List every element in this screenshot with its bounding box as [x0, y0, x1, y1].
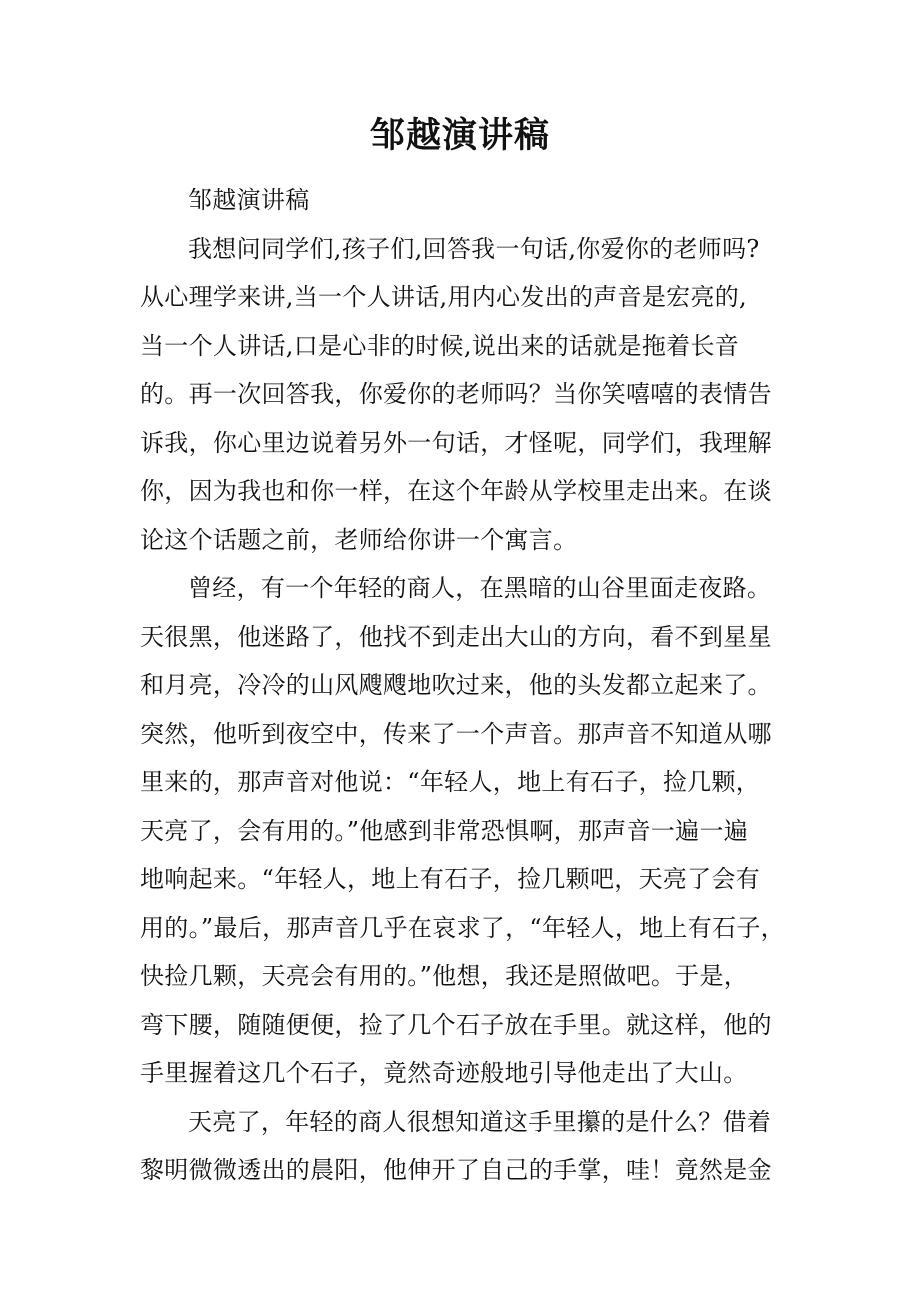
document-title: 邹越演讲稿	[369, 115, 550, 156]
text-line: 天很黑，他迷路了，他找不到走出大山的方向，看不到星星	[140, 622, 772, 651]
text-line: 当一个人讲话,口是心非的时候,说出来的话就是拖着长音	[140, 331, 740, 360]
text-line: 和月亮，冷冷的山风飕飕地吹过来，他的头发都立起来了。	[140, 671, 772, 699]
document-body	[140, 176, 795, 1195]
text-line: 天亮了，年轻的商人很想知道这手里攥的是什么？借着	[188, 1107, 772, 1136]
text-line: 我想问同学们,孩子们,回答我一句话,你爱你的老师吗?	[188, 234, 760, 263]
text-line: 诉我，你心里边说着另外一句话，才怪呢，同学们，我理解	[140, 428, 772, 457]
text-line: 地响起来。“年轻人，地上有石子，捡几颗吧，天亮了会有	[140, 865, 761, 893]
text-line: 你，因为我也和你一样，在这个年龄从学校里走出来。在谈	[140, 477, 772, 505]
text-line: 快捡几颗，天亮会有用的。”他想，我还是照做吧。于是，	[140, 962, 749, 990]
text-line: 弯下腰，随随便便，捡了几个石子放在手里。就这样，他的	[140, 1010, 772, 1039]
text-line: 天亮了，会有用的。”他感到非常恐惧啊，那声音一遍一遍	[140, 816, 749, 845]
text-line: 手里握着这几个石子，竟然奇迹般地引导他走出了大山。	[140, 1059, 748, 1087]
text-line: 突然，他听到夜空中，传来了一个声音。那声音不知道从哪	[140, 719, 772, 748]
text-line: 用的。”最后，那声音几乎在哀求了，“年轻人，地上有石子，	[140, 913, 785, 942]
text-line: 曾经，有一个年轻的商人，在黑暗的山谷里面走夜路。	[188, 574, 772, 602]
text-line: 论这个话题之前，老师给你讲一个寓言。	[140, 525, 578, 554]
text-line: 从心理学来讲,当一个人讲话,用内心发出的声音是宏亮的,	[140, 283, 747, 311]
text-line: 黎明微微透出的晨阳，他伸开了自己的手掌，哇！竟然是金	[140, 1156, 772, 1184]
text-line: 邹越演讲稿	[188, 186, 310, 214]
text-line: 里来的，那声音对他说：“年轻人，地上有石子，捡几颗，	[140, 768, 761, 796]
text-line: 的。再一次回答我，你爱你的老师吗？当你笑嘻嘻的表情告	[140, 380, 772, 408]
